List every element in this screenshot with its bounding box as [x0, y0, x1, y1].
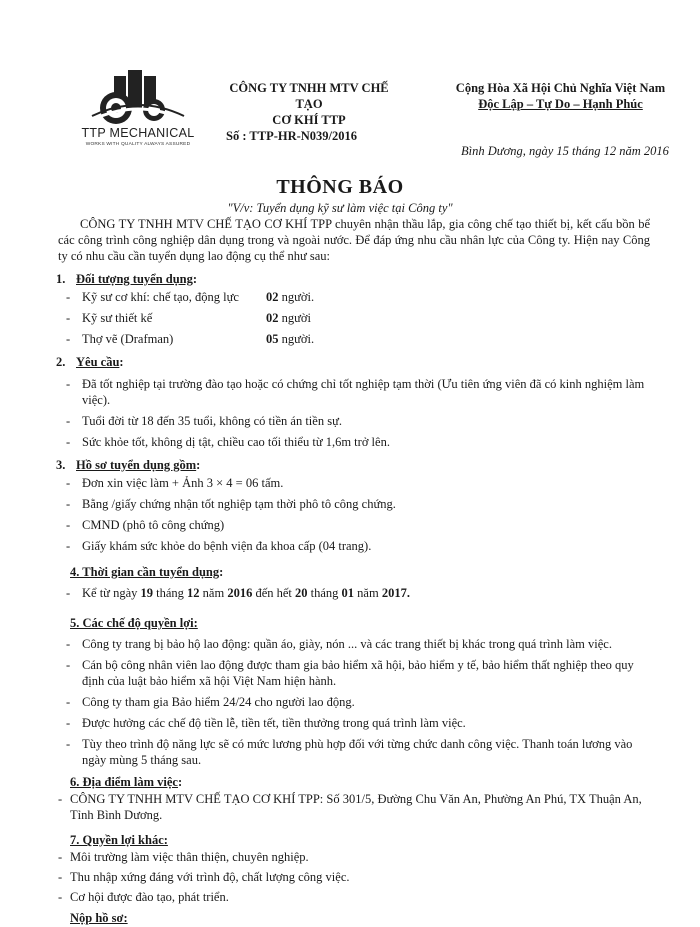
end-year: 2017.	[381, 586, 410, 600]
position-name: Kỹ sư thiết kế	[82, 311, 153, 325]
position-row: - Thợ vẽ (Drafman) 05 người.	[66, 332, 315, 346]
list-item: - Tùy theo trình độ năng lực sẽ có mức lương phù hợp đối với từng chức danh công việc. Thanh toán lương vào ngày mùng 5 tháng sau.	[66, 737, 633, 767]
list-item-text: Môi trường làm việc thân thiện, chuyên nghiệp.	[70, 850, 309, 864]
work-location: - CÔNG TY TNHH MTV CHẾ TẠO CƠ KHÍ TPP: Số 301/5, Đường Chu Văn An, Phường An Phú, TX Thuận An, Tỉnh Bình Dương.	[58, 792, 642, 822]
position-count: 02	[266, 311, 279, 325]
list-item-text: Tuổi đời từ 18 đến 35 tuổi, không có tiền án tiền sự.	[82, 414, 342, 428]
list-item: - Công ty trang bị bảo hộ lao động: quần áo, giày, nón ... và các trang thiết bị khác trong quá trình làm việc.	[66, 637, 612, 651]
section-3-title: Hồ sơ tuyển dụng gồm	[76, 458, 197, 472]
national-title: Cộng Hòa Xã Hội Chủ Nghĩa Việt Nam	[455, 81, 666, 95]
gear-building-icon	[62, 70, 214, 126]
list-item: - Đã tốt nghiệp tại trường đào tạo hoặc có chứng chỉ tốt nghiệp tạm thời (Ưu tiên ứng viên đã có kinh nghiệm làm việc).	[66, 377, 645, 407]
company-header	[224, 80, 394, 144]
section-1-number: 1.	[56, 272, 66, 286]
position-row: - Kỹ sư cơ khí: chế tạo, động lực 02 người.	[66, 290, 315, 304]
list-item: - Thu nhập xứng đáng với trình độ, chất lượng công việc.	[58, 870, 350, 884]
list-item: - Cán bộ công nhân viên lao động được tham gia bảo hiểm xã hội, bảo hiểm y tế, bảo hiểm thất nghiệp theo quy định của luật bảo hiểm xã hội Việt Nam hiện hành.	[66, 658, 634, 688]
document-date: Bình Dương, ngày 15 tháng 12 năm 2016	[461, 144, 669, 158]
list-item: - Tuổi đời từ 18 đến 35 tuổi, không có tiền án tiền sự.	[66, 414, 342, 428]
document-number: Số : TTP-HR-N039/2016	[226, 129, 358, 143]
position-name: Thợ vẽ (Drafman)	[82, 332, 174, 346]
end-day: 20	[295, 586, 308, 600]
list-item: - Công ty tham gia Bảo hiểm 24/24 cho người lao động.	[66, 695, 355, 709]
section-2-heading: 2. Yêu cầu:	[56, 352, 656, 372]
list-item-text: Cán bộ công nhân viên lao động được tham gia bảo hiểm xã hội, bảo hiểm y tế, bảo hiểm thất nghiệp theo quy định của luật bảo hiểm xã hội Việt Nam hiện hành.	[82, 658, 634, 688]
period-text: đến hết	[252, 586, 296, 600]
position-name: Kỹ sư cơ khí: chế tạo, động lực	[82, 290, 239, 304]
section-6-title: 6. Địa điểm làm việc	[70, 775, 178, 789]
intro-text: CÔNG TY TNHH MTV CHẾ TẠO CƠ KHÍ TPP chuyên nhận thầu lắp, gia công chế tạo thiết bị, kết cấu bồn bể các công trình công nghiệp dân dụng trong và ngoài nước. Để đáp ứng nhu cầu nhân lực của Công ty. Hiện nay Công ty có nhu cầu cần tuyển dụng lao động cụ thể như sau:	[58, 217, 650, 263]
position-row: - Kỹ sư thiết kế 02 người	[66, 311, 311, 325]
position-unit: người	[281, 311, 311, 325]
period-text: năm	[199, 586, 228, 600]
section-8-title: Nộp hồ sơ:	[70, 911, 128, 925]
company-logo	[62, 70, 214, 150]
section-4-title: 4. Thời gian cần tuyển dụng	[70, 565, 220, 579]
section-7-heading	[56, 831, 656, 849]
section-2-title: Yêu cầu	[76, 355, 120, 369]
list-item-text: CMND (phô tô công chứng)	[82, 518, 225, 532]
list-item-text: Cơ hội được đào tạo, phát triển.	[70, 890, 229, 904]
section-4-heading: 4. Thời gian cần tuyển dụng:	[70, 565, 224, 579]
list-item-text: Đơn xin việc làm + Ảnh 3 × 4 = 06 tấm.	[82, 476, 284, 490]
list-item-text: Tùy theo trình độ năng lực sẽ có mức lương phù hợp đối với từng chức danh công việc. Thanh toán lương vào ngày mùng 5 tháng sau.	[82, 737, 633, 767]
start-year: 2016	[227, 586, 253, 600]
section-6-heading: 6. Địa điểm làm việc:	[70, 775, 183, 789]
start-day: 19	[140, 586, 153, 600]
list-item: - Được hưởng các chế độ tiền lễ, tiền tết, tiền thưởng trong quá trình làm việc.	[66, 716, 466, 730]
period-text: tháng	[153, 586, 188, 600]
list-item: - Cơ hội được đào tạo, phát triển.	[58, 890, 229, 904]
section-3-number: 3.	[56, 458, 66, 472]
period-text: tháng	[307, 586, 342, 600]
position-count: 05	[266, 332, 279, 346]
intro-paragraph	[58, 216, 650, 264]
document-subtitle: "V/v: Tuyển dụng kỹ sư làm việc tại Công ty"	[227, 201, 453, 215]
list-item: - Bằng /giấy chứng nhận tốt nghiệp tạm thời phô tô công chứng.	[66, 497, 396, 511]
section-1-title: Đối tượng tuyển dụng	[76, 272, 193, 286]
list-item-text: Công ty trang bị bảo hộ lao động: quần áo, giày, nón ... và các trang thiết bị khác trong quá trình làm việc.	[82, 637, 612, 651]
company-name-line2: CƠ KHÍ TTP	[272, 113, 346, 127]
list-item-text: Bằng /giấy chứng nhận tốt nghiệp tạm thời phô tô công chứng.	[82, 497, 396, 511]
section-3-heading: 3. Hồ sơ tuyển dụng gồm:	[56, 455, 656, 475]
position-unit: người.	[281, 332, 315, 346]
national-motto: Độc Lập – Tự Do – Hạnh Phúc	[478, 97, 643, 111]
start-month: 12	[187, 586, 200, 600]
section-7-title: 7. Quyền lợi khác:	[70, 833, 168, 847]
end-month: 01	[341, 586, 355, 600]
section-2-number: 2.	[56, 355, 66, 369]
list-item-text: Đã tốt nghiệp tại trường đào tạo hoặc có chứng chỉ tốt nghiệp tạm thời (Ưu tiên ứng viên đã có kinh nghiệm làm việc).	[82, 377, 645, 407]
section-1-heading: 1. Đối tượng tuyển dụng:	[56, 269, 656, 289]
list-item: - Giấy khám sức khỏe do bệnh viện đa khoa cấp (04 trang).	[66, 539, 372, 553]
document-body	[56, 269, 656, 927]
logo-name: TTP MECHANICAL	[81, 126, 195, 140]
list-item-text: Thu nhập xứng đáng với trình độ, chất lượng công việc.	[70, 870, 350, 884]
list-item-text: Công ty tham gia Bảo hiểm 24/24 cho người lao động.	[82, 695, 355, 709]
list-item: - CMND (phô tô công chứng)	[66, 518, 225, 532]
section-8-heading	[56, 909, 656, 927]
list-item: - Môi trường làm việc thân thiện, chuyên nghiệp.	[58, 850, 309, 864]
list-item-text: Được hưởng các chế độ tiền lễ, tiền tết, tiền thưởng trong quá trình làm việc.	[82, 716, 466, 730]
list-item-text: Giấy khám sức khỏe do bệnh viện đa khoa cấp (04 trang).	[82, 539, 372, 553]
document-title: THÔNG BÁO	[276, 176, 404, 198]
national-header	[448, 80, 673, 112]
section-5-title: 5. Các chế độ quyền lợi:	[70, 616, 198, 630]
recruitment-period: - Kể từ ngày 19 tháng 12 năm 2016 đến hết 20 tháng 01 năm 2017.	[66, 586, 410, 600]
list-item: - Sức khỏe tốt, không dị tật, chiều cao tối thiểu từ 1,6m trở lên.	[66, 435, 390, 449]
list-item: - Đơn xin việc làm + Ảnh 3 × 4 = 06 tấm.	[66, 476, 284, 490]
position-count: 02	[266, 290, 279, 304]
company-name-line1: CÔNG TY TNHH MTV CHẾ TẠO	[229, 81, 389, 111]
list-item-text: Sức khỏe tốt, không dị tật, chiều cao tối thiểu từ 1,6m trở lên.	[82, 435, 390, 449]
period-text: Kể từ ngày	[82, 586, 141, 600]
position-unit: người.	[281, 290, 315, 304]
period-text: năm	[354, 586, 382, 600]
logo-tagline: WORKS WITH QUALITY ALWAYS ASSURED	[85, 142, 191, 147]
section-5-heading	[56, 614, 656, 632]
work-location-text: CÔNG TY TNHH MTV CHẾ TẠO CƠ KHÍ TPP: Số 301/5, Đường Chu Văn An, Phường An Phú, TX Thuận An, Tỉnh Bình Dương.	[70, 792, 642, 822]
